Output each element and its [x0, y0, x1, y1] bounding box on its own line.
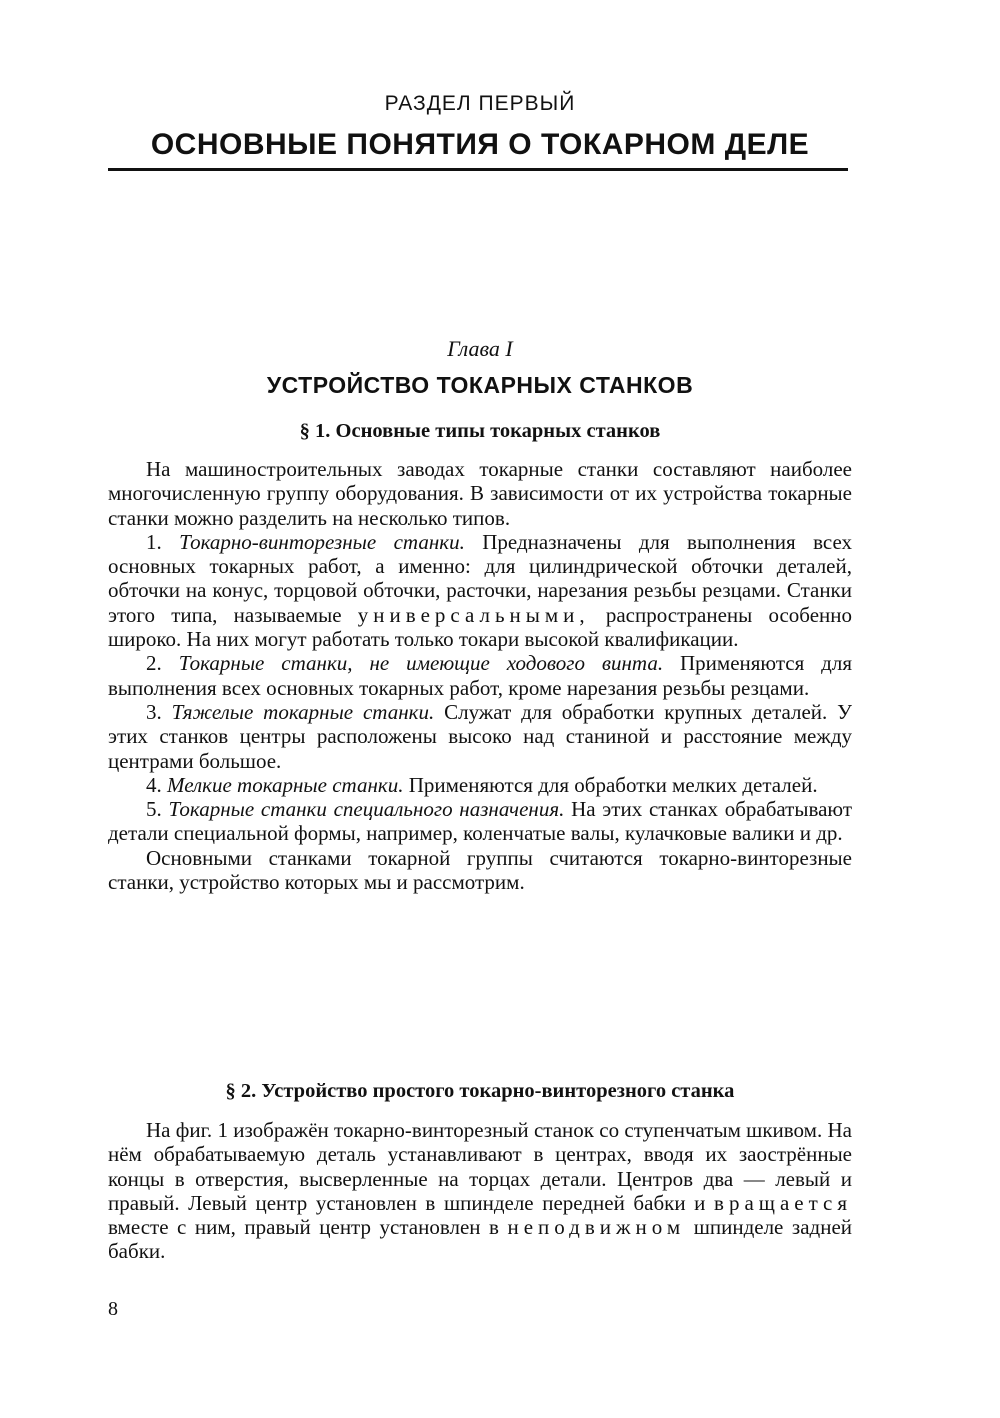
section-label: РАЗДЕЛ ПЕРВЫЙ [384, 92, 576, 115]
book-page [108, 0, 852, 1418]
item-number: 1. [146, 529, 162, 554]
section-title: ОСНОВНЫЕ ПОНЯТИЯ О ТОКАРНОМ ДЕЛЕ [150, 128, 810, 161]
list-item-3 [108, 700, 852, 773]
body-text: На фиг. 1 изображён токарно-винторезный станок со ступенчатым шкивом. На нём обрабатываемую деталь устанавливают в центрах, вводя их заострённые концы в отверстия, высверленные на торцах детали. Центров два — левый и правый. Левый центр установлен в шпинделе передней бабки и [108, 1118, 852, 1215]
item-text: распространены особенно широко. На них могут работать только токари высокой квалификации. [108, 602, 852, 652]
item-text: На этих станках обрабатывают детали специальной формы, например, коленчатые валы, кулачковые валики и др. [108, 797, 852, 846]
spaced-emphasis: неподвижном [507, 1215, 686, 1240]
section-divider [108, 168, 848, 171]
paragraph-2-body [108, 1118, 852, 1264]
paragraph-1-body [108, 457, 852, 894]
item-number: 2. [146, 651, 162, 676]
paragraph-1-heading: § 1. Основные типы токарных станков [299, 420, 661, 442]
item-title: Тяжелые токарные станки. [171, 699, 435, 724]
paragraph-2-heading: § 2. Устройство простого токарно-винторезного станка [225, 1080, 735, 1102]
list-item-2 [108, 651, 852, 700]
list-item-5 [108, 797, 852, 846]
item-title: Токарно-винторезные станки. [179, 529, 465, 554]
intro-paragraph: На машиностроительных заводах токарные станки составляют наиболее многочисленную группу оборудования. В зависимости от их устройства токарные станки можно разделить на несколько типов. [108, 457, 852, 530]
body-text: вместе с ним, правый центр установлен в [108, 1215, 499, 1240]
item-number: 4. [146, 772, 162, 797]
item-title: Мелкие токарные станки. [167, 772, 404, 797]
item-text: Служат для обработки крупных деталей. У этих станков центры расположены высоко над станиной и расстояние между центрами большое. [108, 699, 853, 773]
list-item-1 [108, 530, 852, 651]
item-title: Токарные станки, не имеющие ходового винта. [178, 651, 664, 676]
chapter-label: Глава I [447, 336, 513, 361]
item-text: Предназначены для выполнения всех основных токарных работ, а именно: для цилиндрической обточки деталей, обточки на конус, торцовой обточки, расточки, нарезания резьбы резцами. Станки этого типа, называемые [108, 529, 853, 627]
item-text: Применяются для обработки мелких деталей. [408, 772, 818, 797]
spaced-emphasis: универсальными, [357, 602, 590, 627]
item-number: 5. [146, 797, 162, 822]
item-number: 3. [146, 699, 162, 724]
item-text: Применяются для выполнения всех основных токарных работ, кроме нарезания резьбы резцами. [108, 651, 853, 700]
paragraph-2-text [108, 1118, 852, 1264]
body-text: шпинделе задней бабки. [108, 1215, 853, 1264]
closing-paragraph: Основными станками токарной группы считаются токарно-винторезные станки, устройство которых мы и рассмотрим. [108, 845, 852, 895]
spaced-emphasis: вращается [714, 1190, 852, 1215]
item-title: Токарные станки специального назначения. [168, 797, 565, 822]
list-item-4 [108, 773, 852, 797]
chapter-title: УСТРОЙСТВО ТОКАРНЫХ СТАНКОВ [266, 372, 694, 398]
page-number: 8 [108, 1298, 118, 1320]
